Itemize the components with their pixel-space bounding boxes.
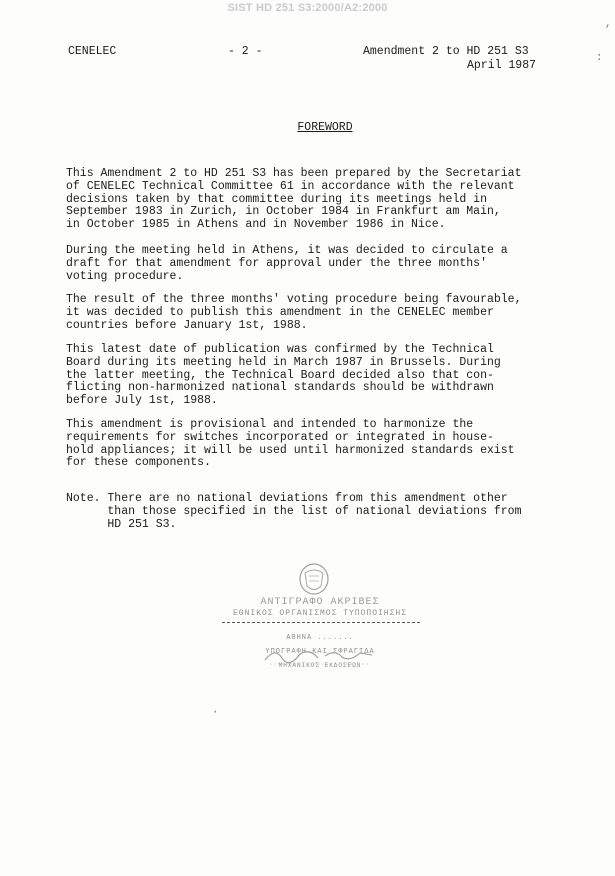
- paragraph-1: This Amendment 2 to HD 251 S3 has been prepared by the Secretariat of CENELEC Technical Committee 61 in accordance with the relevant decisions taken by that committee during its meetings held in September 1983 in Zurich, in October 1984 in Frankfurt am Main, in October 1985 in Athens and in November 1986 in Nice.: [66, 167, 522, 232]
- margin-mark: :: [596, 52, 603, 64]
- paragraph-4: This latest date of publication was confirmed by the Technical Board during its meeting held in March 1987 in Brussels. During the latter meeting, the Technical Board decided also that con- flicting non-harmonized national standards should be withdrawn before July 1st, 1988.: [66, 343, 501, 408]
- stamp-divider: [222, 622, 420, 623]
- paragraph-5: This amendment is provisional and intended to harmonize the requirements for switches incorporated or integrated in house- hold appliances; it will be used until harmonized standards exist for these components.: [66, 418, 515, 470]
- stamp-text-3: ΑΘΗΝΑ .......: [286, 634, 354, 642]
- header-document-reference: Amendment 2 to HD 251 S3: [363, 45, 529, 58]
- document-watermark: SIST HD 251 S3:2000/A2:2000: [227, 2, 388, 14]
- page-number: - 2 -: [228, 45, 263, 58]
- seal-emblem-icon: [296, 562, 332, 596]
- stamp-text-2: ΕΘΝΙΚΟΣ ΟΡΓΑΝΙΣΜΟΣ ΤΥΠΟΠΟΙΗΣΗΣ: [232, 609, 408, 618]
- paragraph-3: The result of the three months' voting procedure being favourable, it was decided to publish this amendment in the CENELEC member countries before January 1st, 1988.: [66, 293, 522, 332]
- official-stamp: [220, 562, 430, 677]
- margin-mark: ·: [212, 707, 219, 719]
- stamp-text-1: ΑΝΤΙΓΡΑΦΟ ΑΚΡΙΒΕΣ: [260, 597, 380, 608]
- note-paragraph: Note. There are no national deviations from this amendment other than those specified in the list of national deviations from HD 251 S3.: [66, 492, 522, 531]
- stamp-text-5: ΜΗΧΑΝΙΚΟΣ ΕΚΔΟΣΕΩΝ: [278, 662, 362, 669]
- margin-mark: ,: [605, 18, 612, 30]
- stamp-text-4: ΥΠΟΓΡΑΦΗ ΚΑΙ ΣΦΡΑΓΙΔΑ: [265, 648, 375, 656]
- header-organization: CENELEC: [68, 45, 117, 58]
- handwritten-signature-icon: [260, 644, 380, 666]
- paragraph-2: During the meeting held in Athens, it was decided to circulate a draft for that amendment for approval under the three months' voting procedure.: [66, 244, 508, 283]
- page-title: FOREWORD: [297, 121, 353, 134]
- header-date: April 1987: [467, 59, 537, 72]
